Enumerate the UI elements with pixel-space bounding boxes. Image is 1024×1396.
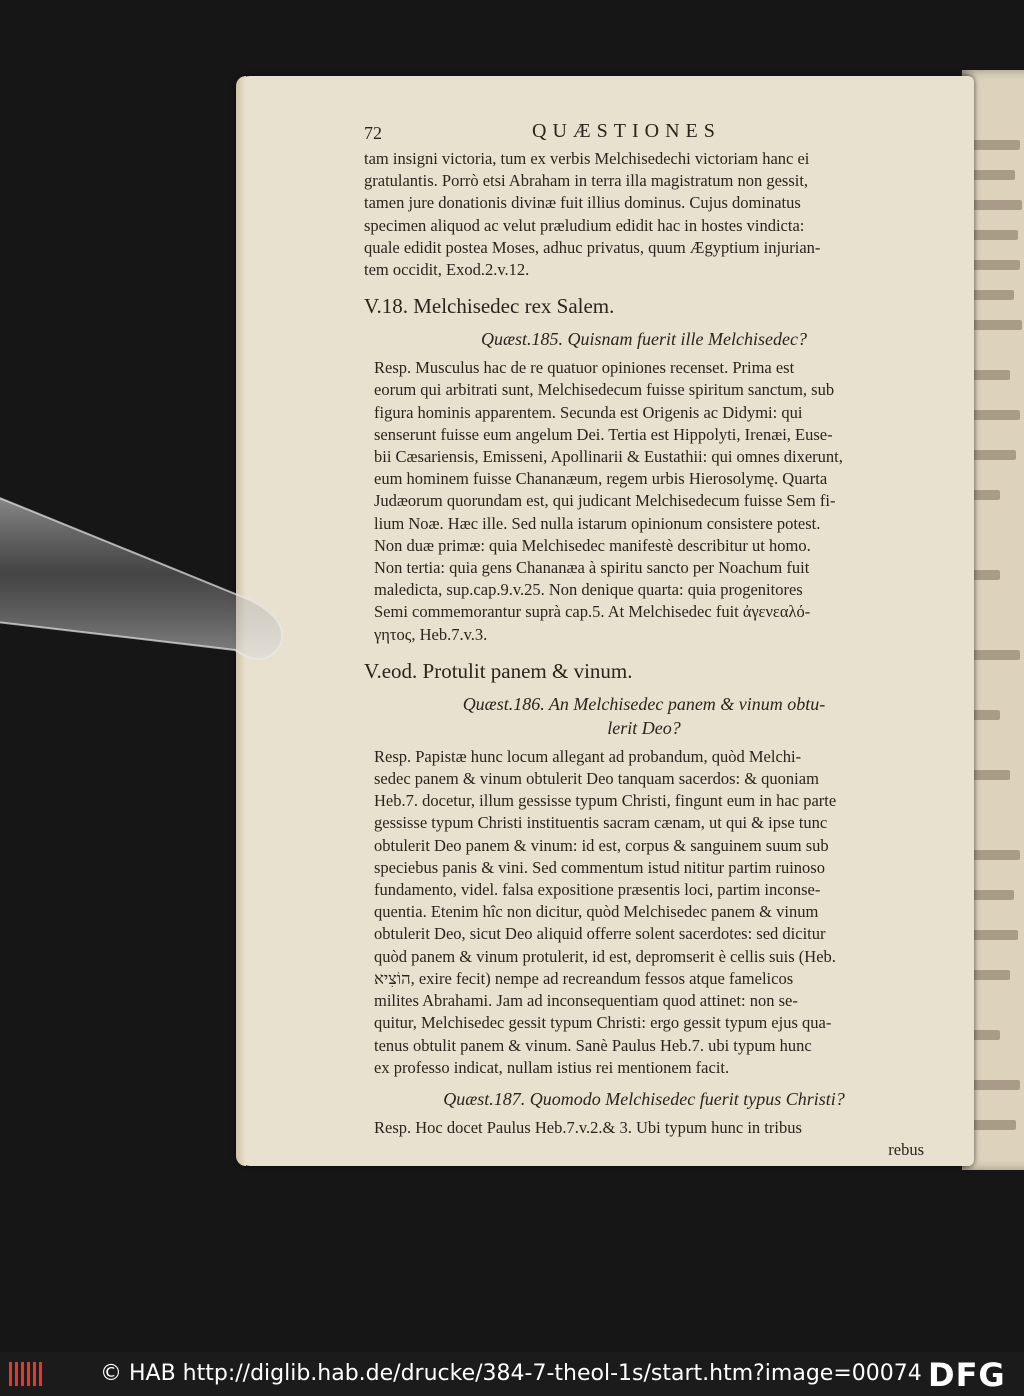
answer-185: Resp. Musculus hac de re quatuor opiniones recenset. Prima est eorum qui arbitrati sunt, Melchisedecum fuisse spiritum sanctum, sub figura hominis apparentem. Secunda est Origenis ac Didymi: qui senserunt fuisse eum angelum Dei. Tertia est Hippolyti, Irenæi, Euse- bii Cæsariensis, Emisseni, Apollinarii & Eustathii: qui omnes dixerunt, eum hominem fuisse Chananæum, regem urbis Hierosolymę. Quarta Judæorum quorundam est, qui judicant Melchisedecum fuisse Sem fi- lium Noæ. Hæc ille. Sed nulla istarum opinionum consistere potest. Non duæ primæ: quia Melchisedec manifestè describitur ut homo. Non tertia: quia gens Chananæa à spiritu sancto per Noachum fuit maledicta, sup.cap.9.v.25. Non denique quarta: quia progenitores Semi commemorantur suprà cap.5. At Melchisedec fuit ἀγενεαλό- γητος, Heb.7.v.3. (374, 358, 843, 644)
page-number: 72 (364, 123, 382, 143)
answer-186: Resp. Papistæ hunc locum allegant ad probandum, quòd Melchi- sedec panem & vinum obtulerit Deo tanquam sacerdos: & quoniam Heb.7. docetur, illum gessisse typum Christi, fingunt eum in hac parte gessisse typum Christi instituentis sacram cænam, ut qui & ipse tunc obtulerit Deo panem & vinum: id est, corpus & sanguinem suum sub speciebus panis & vini. Sed commentum istud nititur partim ruinoso fundamento, videl. falsa expositione præsentis loci, partim inconse- quentia. Etenim hîc non dicitur, quòd Melchisedec panem & vinum obtulerit Deo, sicut Deo aliquid offerre solent sacerdotes: sed dicitur quòd panem & vinum protulerit, id est, depromserit è cellis suis (Heb. הוֹצִיא, exire fecit) nempe ad recreandum fessos atque famelicos milites Abrahami. Jam ad inconsequentiam quod attinet: non se- quitur, Melchisedec gessit typum Christi: ergo gessit typum ejus qua- tenus obtulit panem & vinum. Sanè Paulus Heb.7. ubi typum hunc ex professo indicat, nullam istius rei mentionem facit. (374, 746, 837, 1077)
question-187-heading: Quæst.187. Quomodo Melchisedec fuerit typus Christi? (443, 1088, 845, 1109)
book-page (236, 76, 974, 1166)
catchword: rebus (888, 1140, 924, 1160)
page-header (364, 120, 924, 148)
glass-weight (0, 470, 300, 670)
opening-paragraph: tam insigni victoria, tum ex verbis Melchisedechi victoriam hanc ei gratulantis. Porrò etsi Abraham in terra illa magistratum non gessit, tamen jure donationis divinæ fuit illius dominus. Cujus dominatus specimen aliquod ac velut præludium edidit hac in hostes vindicta: quale edidit postea Moses, adhuc privatus, quum Ægyptium injurian- tem occidit, Exod.2.v.12. (364, 149, 821, 280)
footer-copyright-link[interactable]: © HAB http://diglib.hab.de/drucke/384-7-theol-1s/start.htm?image=00074 (100, 1361, 922, 1386)
page-text (364, 120, 924, 1161)
question-185-heading: Quæst.185. Quisnam fuerit ille Melchisedec? (481, 329, 807, 350)
verse-heading-eod: V.eod. Protulit panem & vinum. (364, 658, 633, 683)
footer-bar (0, 1352, 1024, 1396)
dfg-logo: DFG (928, 1356, 1006, 1394)
running-head: QUÆSTIONES (532, 120, 721, 142)
verse-heading-18: V.18. Melchisedec rex Salem. (364, 294, 615, 319)
answer-187: Resp. Hoc docet Paulus Heb.7.v.2.& 3. Ubi typum hunc in tribus (374, 1117, 802, 1137)
barcode-logo-icon (8, 1360, 48, 1388)
question-186-heading: Quæst.186. An Melchisedec panem & vinum obtu- lerit Deo? (462, 693, 826, 738)
